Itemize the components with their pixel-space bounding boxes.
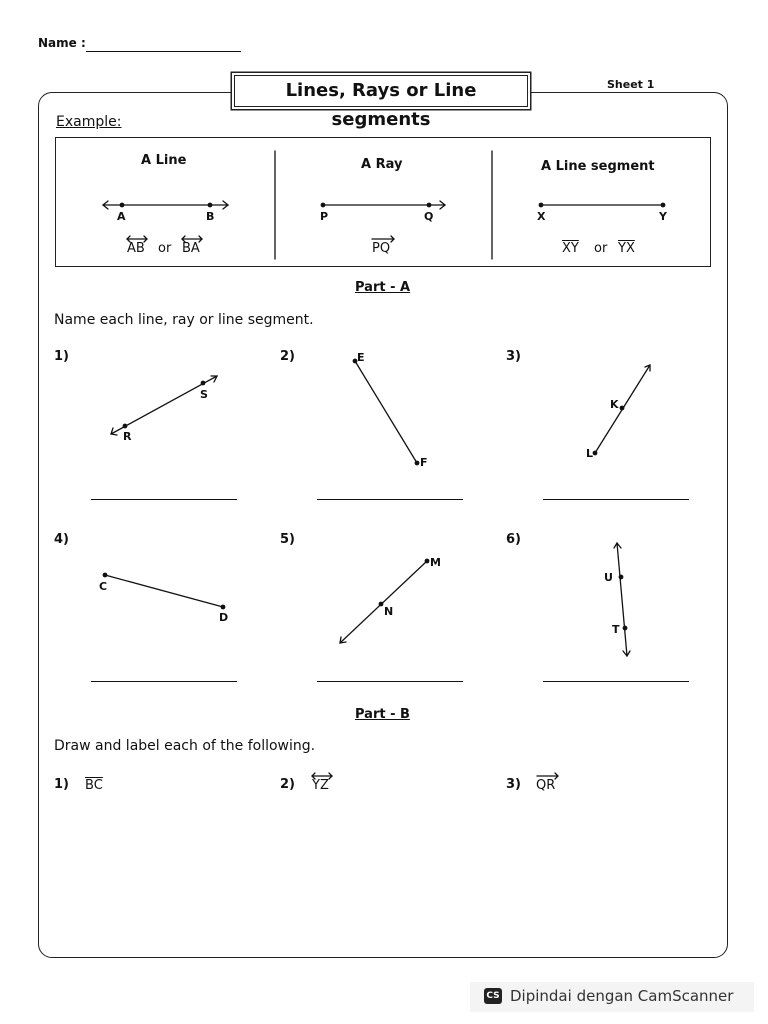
point-label-l: L (586, 447, 594, 460)
point-label-t: T (612, 623, 620, 636)
point-label-a: A (117, 210, 126, 223)
notation-or-2: or (594, 241, 608, 256)
point-label-e: E (357, 351, 365, 364)
point-label-y: Y (659, 210, 667, 223)
question-5-number: 5) (280, 532, 295, 547)
point-label-x: X (537, 210, 546, 223)
point-label-b: B (206, 210, 215, 223)
draw-1-number: 1) (54, 777, 69, 792)
example-line-title: A Line (141, 153, 187, 168)
notation-ab: AB (127, 241, 145, 256)
notation-yx: $\overline{YX}$ (618, 241, 635, 256)
question-6-number: 6) (506, 532, 521, 547)
draw-1-notation: $\overline{BC}$ (85, 778, 103, 793)
part-b-instruction: Draw and label each of the following. (54, 738, 316, 754)
figure-segment-cd (105, 575, 223, 607)
point-label-c: C (99, 580, 108, 593)
point-label-d: D (219, 611, 229, 624)
point-label-s: S (200, 388, 208, 401)
point-label-r: R (123, 430, 132, 443)
point-label-n: N (384, 605, 394, 618)
draw-2-notation: YZ (312, 778, 329, 793)
figure-ray-mn (340, 561, 427, 643)
point-label-k: K (610, 398, 619, 411)
question-3-number: 3) (506, 349, 521, 364)
draw-3-number: 3) (506, 777, 521, 792)
point-label-u: U (604, 571, 613, 584)
question-4-number: 4) (54, 532, 69, 547)
point-label-f: F (420, 456, 428, 469)
part-a-title: Part - A (355, 280, 411, 295)
example-segment-title: A Line segment (541, 159, 655, 174)
scanner-text: Dipindai dengan CamScanner (510, 987, 734, 1005)
example-ray-title: A Ray (361, 157, 403, 172)
question-2-number: 2) (280, 349, 295, 364)
figure-line-ut (617, 543, 627, 656)
camscanner-logo-icon: CS (484, 988, 502, 1004)
worksheet-title: Lines, Rays or Line segments (234, 75, 528, 107)
figure-segment-ef (355, 361, 417, 463)
example-label: Example: (56, 114, 122, 130)
sheet-label: Sheet 1 (607, 78, 655, 91)
name-label: Name : (38, 36, 86, 50)
point-label-m: M (430, 556, 441, 569)
part-a-instruction: Name each line, ray or line segment. (54, 312, 314, 328)
notation-pq: PQ (372, 241, 391, 256)
draw-3-notation: QR (536, 778, 556, 793)
point-label-p: P (320, 210, 329, 223)
notation-or-1: or (158, 241, 172, 256)
part-b-title: Part - B (355, 707, 410, 722)
draw-2-number: 2) (280, 777, 295, 792)
notation-ba: BA (182, 241, 200, 256)
question-1-number: 1) (54, 349, 69, 364)
point-label-q: Q (424, 210, 434, 223)
notation-xy: $\overline{XY}$ (562, 241, 579, 256)
